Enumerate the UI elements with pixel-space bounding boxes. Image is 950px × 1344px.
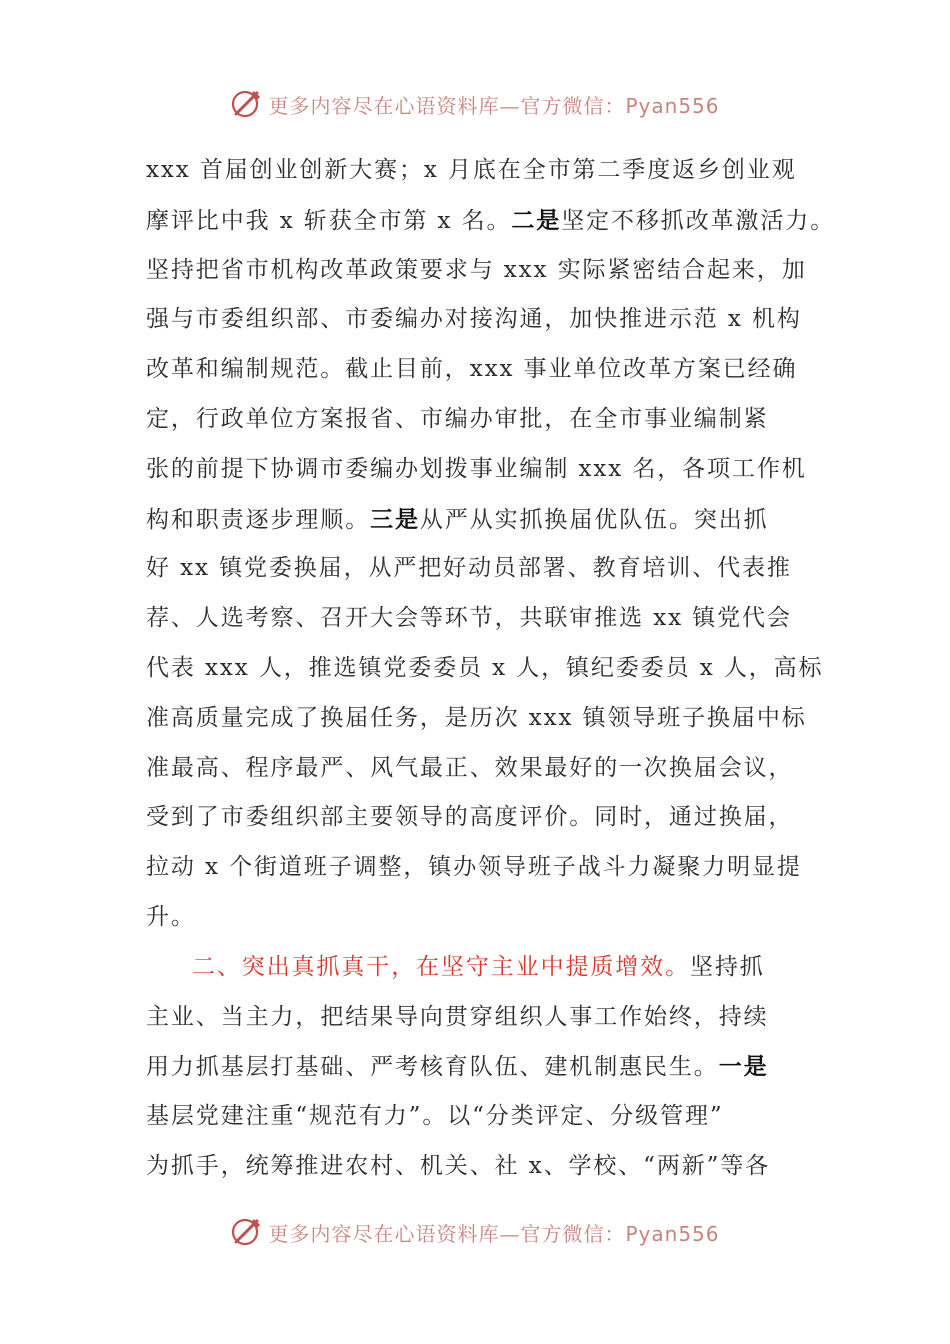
body-line: 荐、人选考察、召开大会等环节，共联审推选 xx 镇党代会 — [146, 605, 792, 632]
body-line: 坚持把省市机构改革政策要求与 xxx 实际紧密结合起来，加 — [146, 256, 807, 283]
bold-marker: 一是 — [718, 1053, 769, 1081]
body-line: 定，行政单位方案报省、市编办审批，在全市事业编制紧 — [146, 405, 769, 432]
body-line: 准最高、程序最严、风气最正、效果最好的一次换届会议， — [146, 754, 794, 781]
section-heading-line: 二、突出真抓真干，在坚守主业中提质增效。坚持抓 — [192, 953, 765, 980]
body-line: 为抓手，统筹推进农村、机关、社 x、学校、“两新”等各 — [146, 1152, 771, 1179]
body-line: 强与市委组织部、市委编办对接沟通，加快推进示范 x 机构 — [146, 306, 802, 333]
body-line: 张的前提下协调市委编办划拨事业编制 xxx 名，各项工作机 — [146, 455, 807, 482]
body-line: xxx 首届创业创新大赛；x 月底在全市第二季度返乡创业观 — [146, 157, 797, 183]
body-line: 拉动 x 个街道班子调整，镇办领导班子战斗力凝聚力明显提 — [146, 854, 802, 881]
pen-logo-icon — [230, 87, 264, 121]
document-body — [146, 146, 836, 1192]
bold-marker: 三是 — [370, 505, 420, 533]
body-line: 用力抓基层打基础、严考核育队伍、建机制惠民生。一是 — [146, 1053, 769, 1081]
bold-marker: 二是 — [511, 206, 562, 234]
body-line: 主业、当主力，把结果导向贯穿组织人事工作始终，持续 — [146, 1003, 769, 1030]
watermark-text: 更多内容尽在心语资料库—官方微信：Pyan556 — [268, 1221, 720, 1246]
pen-logo-icon — [230, 1215, 264, 1249]
body-line: 代表 xxx 人，推选镇党委委员 x 人，镇纪委委员 x 人，高标 — [146, 654, 824, 681]
wechat-handle: Pyan556 — [625, 93, 720, 118]
body-line: 改革和编制规范。截止目前，xxx 事业单位改革方案已经确 — [146, 356, 798, 383]
body-line: 构和职责逐步理顺。三是从严从实抓换届优队伍。突出抓 — [146, 505, 769, 533]
body-line: 受到了市委组织部主要领导的高度评价。同时，通过换届， — [146, 804, 794, 831]
body-line: 基层党建注重“规范有力”。以“分类评定、分级管理” — [146, 1103, 724, 1130]
body-line: 好 xx 镇党委换届，从严把好动员部署、教育培训、代表推 — [146, 555, 792, 582]
footer-watermark-banner — [0, 1212, 950, 1252]
body-line: 准高质量完成了换届任务，是历次 xxx 镇领导班子换届中标 — [146, 704, 807, 731]
watermark-text: 更多内容尽在心语资料库—官方微信：Pyan556 — [268, 93, 720, 118]
header-watermark-banner — [0, 84, 950, 124]
body-line: 升。 — [146, 903, 196, 930]
section-heading: 二、突出真抓真干，在坚守主业中提质增效。 — [192, 953, 690, 980]
body-line: 摩评比中我 x 斩获全市第 x 名。二是坚定不移抓改革激活力。 — [146, 206, 836, 234]
wechat-handle: Pyan556 — [625, 1221, 720, 1246]
